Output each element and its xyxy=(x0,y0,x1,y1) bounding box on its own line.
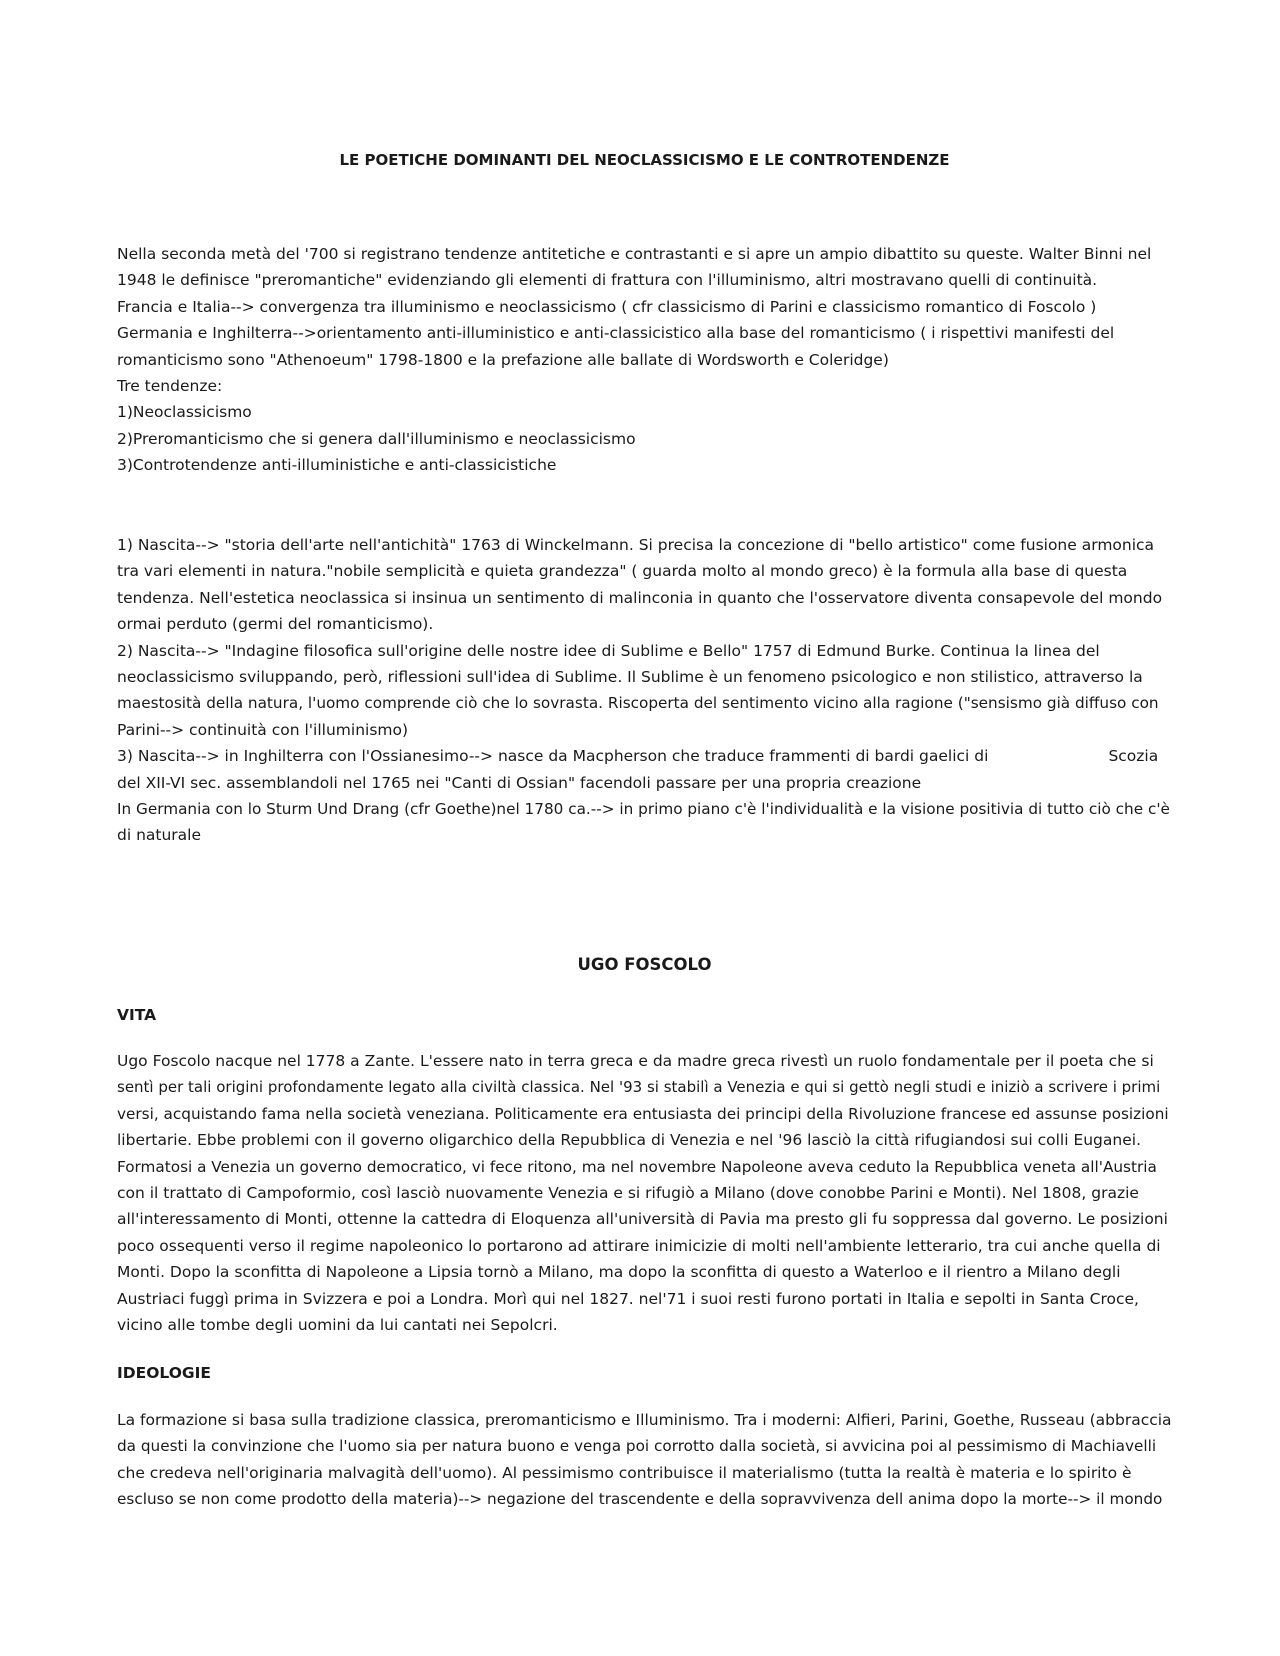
document-title: LE POETICHE DOMINANTI DEL NEOCLASSICISMO E LE CONTROTENDENZE xyxy=(339,151,950,169)
text-line: Tre tendenze: xyxy=(117,376,223,395)
text-fragment: 3) Nascita--> in Inghilterra con l'Ossianesimo--> nasce da Macpherson che traduce frammenti di bardi gaelici di xyxy=(117,747,989,766)
text-line: con il trattato di Campoformio, così lasciò nuovamente Venezia e si rifugiò a Milano (dove conobbe Parini e Monti). Nel 1808, grazie xyxy=(117,1183,1139,1202)
text-line: all'interessamento di Monti, ottenne la cattedra di Eloquenza all'università di Pavia ma presto gli fu soppressa dal governo. Le posizioni xyxy=(117,1210,1168,1229)
document-page xyxy=(117,0,1172,1656)
text-line: vicino alle tombe degli uomini da lui cantati nei Sepolcri. xyxy=(117,1315,558,1334)
text-line: Francia e Italia--> convergenza tra illuminismo e neoclassicismo ( cfr classicismo di Parini e classicismo romantico di Foscolo ) xyxy=(117,297,1097,316)
text-line: 2) Nascita--> "Indagine filosofica sull'origine delle nostre idee di Sublime e Bello" 1757 di Edmund Burke. Continua la linea del xyxy=(117,641,1100,660)
text-line: Austriaci fuggì prima in Svizzera e poi a Londra. Morì qui nel 1827. nel'71 i suoi resti furono portati in Italia e sepolti in Santa Croce, xyxy=(117,1289,1139,1308)
text-line: tendenza. Nell'estetica neoclassica si insinua un sentimento di malinconia in quanto che l'osservatore diventa consapevole del mondo xyxy=(117,588,1163,607)
text-line: Nella seconda metà del '700 si registrano tendenze antitetiche e contrastanti e si apre un ampio dibattito su queste. Walter Binni nel xyxy=(117,245,1152,263)
text-line: da questi la convinzione che l'uomo sia per natura buono e venga poi corrotto dalla società, si avvicina poi al pessimismo di Machiavelli xyxy=(117,1437,1157,1456)
text-line: romanticismo sono "Athenoeum" 1798-1800 e la prefazione alle ballate di Wordsworth e Coleridge) xyxy=(117,350,889,369)
text-line: Ugo Foscolo nacque nel 1778 a Zante. L'essere nato in terra greca e da madre greca rivestì un ruolo fondamentale per il poeta che si xyxy=(117,1052,1154,1070)
text-line: Monti. Dopo la sconfitta di Napoleone a Lipsia tornò a Milano, ma dopo la sconfitta di questo a Waterloo e il rientro a Milano degli xyxy=(117,1263,1121,1282)
text-line: escluso se non come prodotto della materia)--> negazione del trascendente e della sopravvivenza dell anima dopo la morte--> il mondo xyxy=(117,1490,1163,1509)
text-line: libertarie. Ebbe problemi con il governo oligarchico della Repubblica di Venezia e nel '96 lasciò la città rifugiandosi sui colli Euganei. xyxy=(117,1131,1141,1150)
text-fragment: Scozia xyxy=(1108,747,1159,766)
tendenze-paragraph xyxy=(117,532,1172,849)
vita-paragraph xyxy=(117,1048,1172,1338)
section-title: UGO FOSCOLO xyxy=(577,955,712,974)
list-item: 3)Controtendenze anti-illuministiche e anti-classicistiche xyxy=(117,456,557,475)
ideologie-heading: IDEOLOGIE xyxy=(117,1364,211,1382)
text-line: ormai perduto (germi del romanticismo). xyxy=(117,615,434,634)
text-line: neoclassicismo sviluppando, però, riflessioni sull'idea di Sublime. Il Sublime è un fenomeno psicologico e non stilistico, attraverso la xyxy=(117,667,1143,686)
text-line: maestosità della natura, l'uomo comprende ciò che lo sovrasta. Riscoperta del sentimento vicino alla ragione ("sensismo già diffuso con xyxy=(117,694,1159,713)
text-line: versi, acquistando fama nella società veneziana. Politicamente era entusiasta dei principi della Rivoluzione francese ed assunse posizioni xyxy=(117,1104,1169,1123)
text-line: poco ossequenti verso il regime napoleonico lo portarono ad attirare inimicizie di molti nell'ambiente letterario, tra cui anche quella di xyxy=(117,1236,1161,1255)
text-line: sentì per tali origini profondamente legato alla civiltà classica. Nel '93 si stabilì a Venezia e qui si gettò negli studi e iniziò a scrivere i primi xyxy=(117,1078,1161,1097)
intro-paragraph xyxy=(117,241,1172,479)
ideologie-paragraph xyxy=(117,1407,1172,1513)
vita-heading: VITA xyxy=(117,1006,157,1024)
text-line: La formazione si basa sulla tradizione classica, preromanticismo e Illuminismo. Tra i moderni: Alfieri, Parini, Goethe, Russeau (abbraccia xyxy=(117,1411,1172,1429)
text-line: tra vari elementi in natura."nobile semplicità e quieta grandezza" ( guarda molto al mondo greco) è la formula alla base di questa xyxy=(117,562,1128,581)
text-line: Parini--> continuità con l'illuminismo) xyxy=(117,720,409,739)
list-item: 2)Preromanticismo che si genera dall'illuminismo e neoclassicismo xyxy=(117,429,636,448)
text-line: In Germania con lo Sturm Und Drang (cfr Goethe)nel 1780 ca.--> in primo piano c'è l'individualità e la visione positivia di tutto ciò che c'è xyxy=(117,799,1170,818)
text-line: 1948 le definisce "preromantiche" evidenziando gli elementi di frattura con l'illuminismo, altri mostravano quelli di continuità. xyxy=(117,271,1098,290)
text-line: che credeva nell'originaria malvagità dell'uomo). Al pessimismo contribuisce il materialismo (tutta la realtà è materia e lo spirito è xyxy=(117,1463,1132,1482)
text-line: del XII-VI sec. assemblandoli nel 1765 nei "Canti di Ossian" facendoli passare per una propria creazione xyxy=(117,773,922,792)
text-line: Germania e Inghilterra-->orientamento anti-illuministico e anti-classicistico alla base del romanticismo ( i rispettivi manifesti del xyxy=(117,324,1115,343)
text-line: 1) Nascita--> "storia dell'arte nell'antichità" 1763 di Winckelmann. Si precisa la concezione di "bello artistico" come fusione armonica xyxy=(117,536,1155,554)
text-line: di naturale xyxy=(117,826,202,845)
text-line xyxy=(117,743,1172,769)
list-item: 1)Neoclassicismo xyxy=(117,403,252,422)
text-line: Formatosi a Venezia un governo democratico, vi fece ritono, ma nel novembre Napoleone aveva ceduto la Repubblica veneta all'Austria xyxy=(117,1157,1157,1176)
